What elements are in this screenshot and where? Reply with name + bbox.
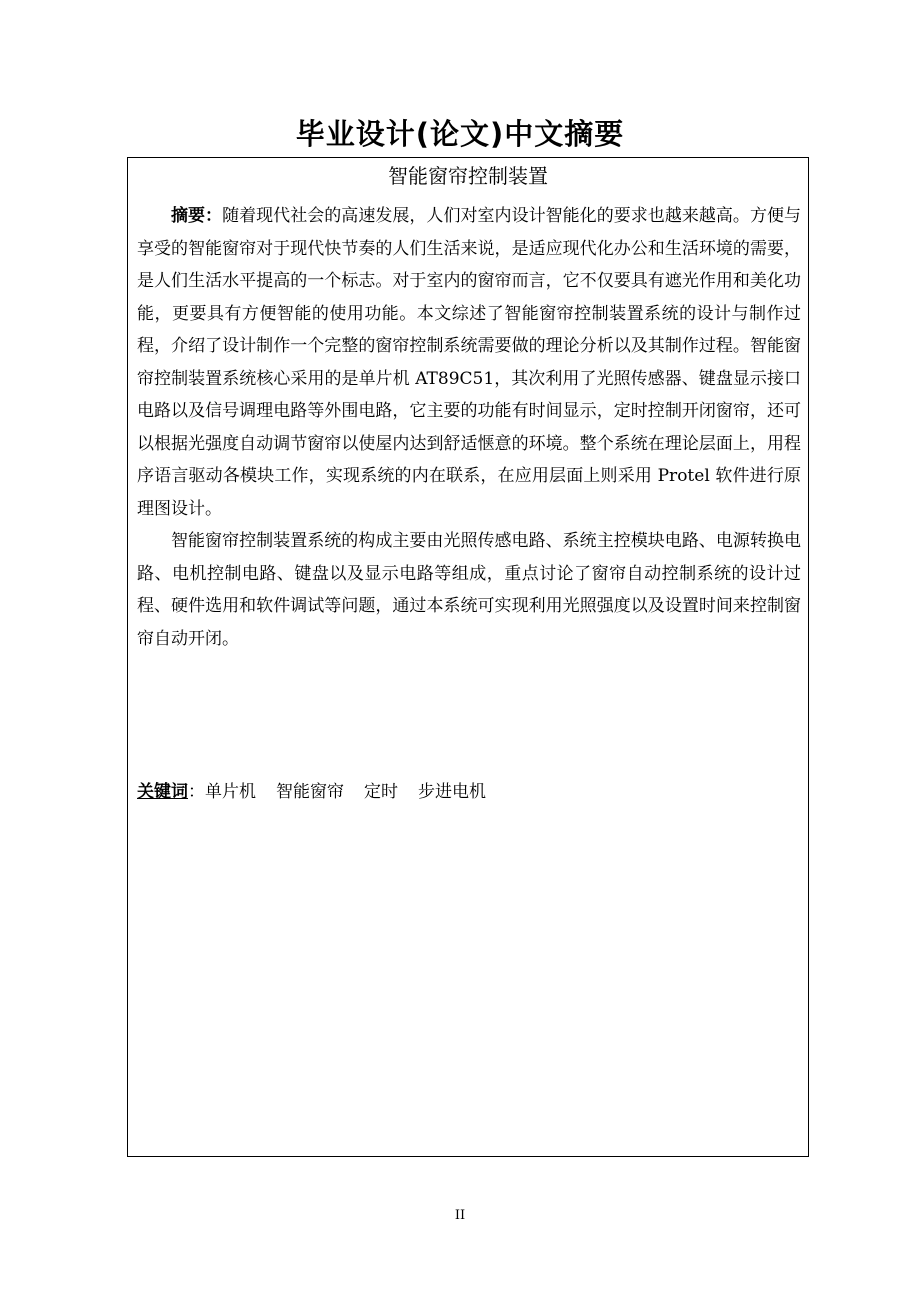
keyword-item: 定时 (364, 782, 398, 802)
abstract-paragraph-1 (137, 200, 801, 525)
keywords-label: 关键词 (137, 782, 188, 802)
keyword-item: 步进电机 (418, 782, 486, 802)
thesis-title: 智能窗帘控制装置 (388, 164, 548, 188)
keywords-separator: ： (188, 782, 205, 802)
abstract-label: 摘要： (171, 206, 223, 226)
abstract-box (127, 157, 809, 1157)
keywords-row (137, 776, 506, 808)
abstract-body (137, 200, 801, 655)
page-heading: 毕业设计(论文)中文摘要 (295, 117, 625, 151)
keyword-item: 单片机 (205, 782, 256, 802)
page-number: II (454, 1208, 466, 1223)
abstract-paragraph-2: 智能窗帘控制装置系统的构成主要由光照传感电路、系统主控模块电路、电源转换电路、电机控制电路、键盘以及显示电路等组成，重点讨论了窗帘自动控制系统的设计过程、硬件选用和软件调试等问题，通过本系统可实现利用光照强度以及设置时间来控制窗帘自动开闭。 (137, 531, 801, 649)
keyword-item: 智能窗帘 (276, 782, 344, 802)
abstract-paragraph-1-text: 随着现代社会的高速发展，人们对室内设计智能化的要求也越来越高。方便与享受的智能窗帘对于现代快节奏的人们生活来说，是适应现代化办公和生活环境的需要，是人们生活水平提高的一个标志。对于室内的窗帘而言，它不仅要具有遮光作用和美化功能，更要具有方便智能的使用功能。本文综述了智能窗帘控制装置系统的设计与制作过程，介绍了设计制作一个完整的窗帘控制系统需要做的理论分析以及其制作过程。智能窗帘控制装置系统核心采用的是单片机 AT89C51，其次利用了光照传感器、键盘显示接口电路以及信号调理电路等外围电路，它主要的功能有时间显示，定时控制开闭窗帘，还可以根据光强度自动调节窗帘以使屋内达到舒适惬意的环境。整个系统在理论层面上，用程序语言驱动各模块工作，实现系统的内在联系，在应用层面上则采用 Protel 软件进行原理图设计。 (137, 206, 802, 519)
